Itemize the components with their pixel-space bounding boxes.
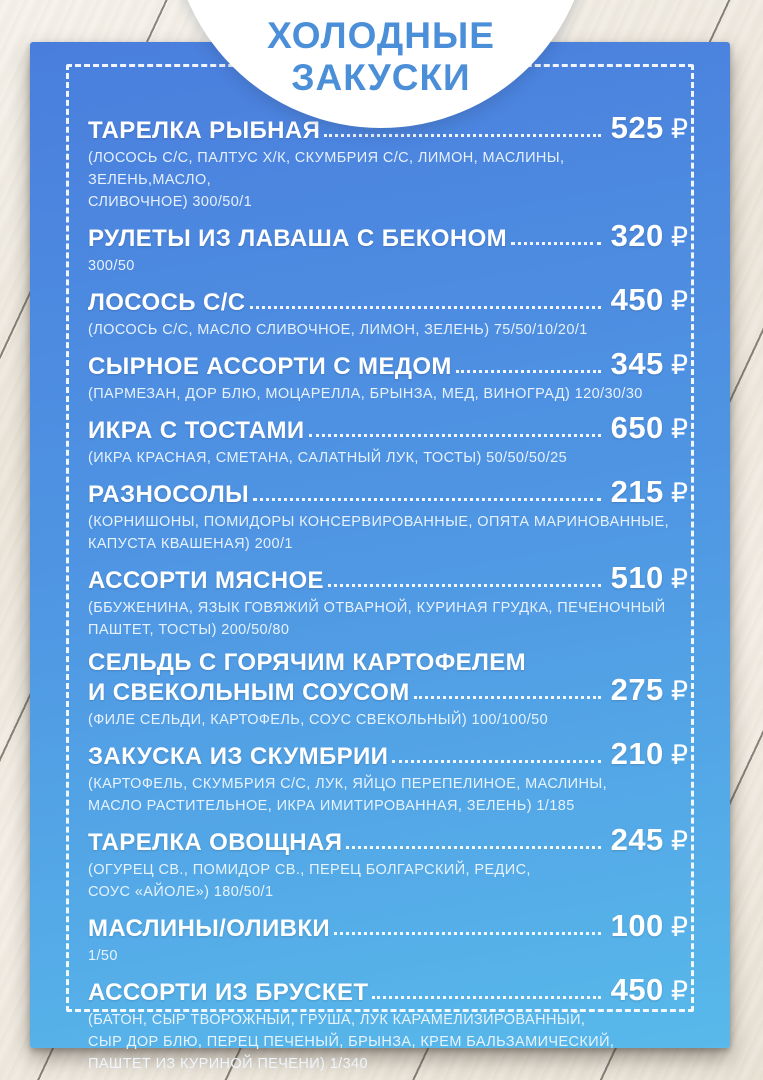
ruble-sign: ₽	[670, 564, 688, 594]
item-price: 320	[610, 218, 664, 253]
item-description	[88, 447, 688, 469]
item-description-line: (КАРТОФЕЛЬ, СКУМБРИЯ С/С, ЛУК, ЯЙЦО ПЕРЕПЕЛИНОЕ, МАСЛИНЫ,	[88, 776, 608, 792]
item-description-line: ПАШТЕТ ИЗ КУРИНОЙ ПЕЧЕНИ) 1/340	[88, 1056, 368, 1072]
item-description	[88, 859, 688, 903]
item-name: МАСЛИНЫ/ОЛИВКИ	[88, 915, 331, 942]
item-description	[88, 709, 688, 731]
ruble-sign: ₽	[670, 222, 688, 252]
dotted-leader	[414, 696, 601, 699]
item-description	[88, 597, 688, 641]
dotted-leader	[346, 846, 600, 849]
item-description-line: МАСЛО РАСТИТЕЛЬНОЕ, ИКРА ИМИТИРОВАННАЯ, ЗЕЛЕНЬ) 1/185	[88, 798, 575, 814]
dotted-leader	[328, 584, 601, 587]
item-description-line: СОУС «АЙОЛЕ») 180/50/1	[88, 884, 274, 900]
item-description-line: КАПУСТА КВАШЕНАЯ) 200/1	[88, 536, 293, 552]
item-description	[88, 147, 688, 213]
item-name: ИКРА С ТОСТАМИ	[88, 417, 305, 444]
item-price: 215	[610, 474, 664, 509]
item-description-line: СЛИВОЧНОЕ) 300/50/1	[88, 194, 253, 210]
ruble-sign: ₽	[670, 350, 688, 380]
item-name: СЫРНОЕ АССОРТИ С МЕДОМ	[88, 353, 452, 380]
item-name: АССОРТИ МЯСНОЕ	[88, 567, 324, 594]
item-name-line: СЕЛЬДЬ С ГОРЯЧИМ КАРТОФЕЛЕМ	[88, 649, 527, 676]
item-description	[88, 319, 688, 341]
item-description	[88, 511, 688, 555]
menu-item	[88, 908, 688, 967]
menu-item	[88, 346, 688, 405]
menu-title	[221, 15, 541, 99]
item-price: 345	[610, 346, 664, 381]
dotted-leader	[456, 370, 601, 373]
item-name: РУЛЕТЫ ИЗ ЛАВАША С БЕКОНОМ	[88, 225, 508, 252]
item-description-line: (БАТОН, СЫР ТВОРОЖНЫЙ, ГРУША, ЛУК КАРАМЕЛИЗИРОВАННЫЙ,	[88, 1012, 586, 1028]
menu-item	[88, 650, 688, 731]
ruble-sign: ₽	[670, 114, 688, 144]
item-description-line: (ЛОСОСЬ С/С, ПАЛТУС Х/К, СКУМБРИЯ С/С, ЛИМОН, МАСЛИНЫ, ЗЕЛЕНЬ,МАСЛО,	[88, 150, 565, 188]
dotted-leader	[334, 932, 601, 935]
menu-items-list	[88, 110, 688, 1075]
item-price: 510	[610, 560, 664, 595]
item-price: 650	[610, 410, 664, 445]
item-price: 275	[610, 672, 664, 707]
item-description-line: ПАШТЕТ, ТОСТЫ) 200/50/80	[88, 622, 290, 638]
item-price: 450	[610, 282, 664, 317]
ruble-sign: ₽	[670, 676, 688, 706]
item-description-line: (ЛОСОСЬ С/С, МАСЛО СЛИВОЧНОЕ, ЛИМОН, ЗЕЛЕНЬ) 75/50/10/20/1	[88, 322, 588, 338]
menu-item	[88, 560, 688, 641]
item-description-line: 300/50	[88, 258, 135, 274]
dotted-leader	[324, 134, 600, 137]
item-description-line: (КОРНИШОНЫ, ПОМИДОРЫ КОНСЕРВИРОВАННЫЕ, ОПЯТА МАРИНОВАННЫЕ,	[88, 514, 670, 530]
dotted-leader	[392, 760, 600, 763]
item-name: ЛОСОСЬ С/С	[88, 289, 246, 316]
item-name: ЗАКУСКА ИЗ СКУМБРИИ	[88, 743, 389, 770]
item-price: 210	[610, 736, 664, 771]
ruble-sign: ₽	[670, 478, 688, 508]
item-description-line: СЫР ДОР БЛЮ, ПЕРЕЦ ПЕЧЕНЫЙ, БРЫНЗА, КРЕМ БАЛЬЗАМИЧЕСКИЙ,	[88, 1034, 615, 1050]
item-price: 450	[610, 972, 664, 1007]
item-description-line: 1/50	[88, 948, 118, 964]
dotted-leader	[372, 996, 600, 999]
menu-title-line2: ЗАКУСКИ	[291, 57, 471, 98]
item-description-line: (ОГУРЕЦ СВ., ПОМИДОР СВ., ПЕРЕЦ БОЛГАРСКИЙ, РЕДИС,	[88, 862, 531, 878]
item-description-line: (ПАРМЕЗАН, ДОР БЛЮ, МОЦАРЕЛЛА, БРЫНЗА, МЕД, ВИНОГРАД) 120/30/30	[88, 386, 643, 402]
menu-item	[88, 282, 688, 341]
dotted-leader	[511, 242, 601, 245]
item-name: ТАРЕЛКА ОВОЩНАЯ	[88, 829, 343, 856]
item-description	[88, 255, 688, 277]
item-description-line: (ББУЖЕНИНА, ЯЗЫК ГОВЯЖИЙ ОТВАРНОЙ, КУРИНАЯ ГРУДКА, ПЕЧЕНОЧНЫЙ	[88, 600, 666, 616]
menu-title-line1: ХОЛОДНЫЕ	[267, 15, 495, 56]
item-description-line: (ФИЛЕ СЕЛЬДИ, КАРТОФЕЛЬ, СОУС СВЕКОЛЬНЫЙ) 100/100/50	[88, 712, 549, 728]
item-price: 525	[610, 110, 664, 145]
ruble-sign: ₽	[670, 740, 688, 770]
dotted-leader	[250, 306, 601, 309]
item-name: АССОРТИ ИЗ БРУСКЕТ	[88, 979, 369, 1006]
dotted-leader	[309, 434, 601, 437]
ruble-sign: ₽	[670, 912, 688, 942]
ruble-sign: ₽	[670, 286, 688, 316]
item-price: 245	[610, 822, 664, 857]
item-name: РАЗНОСОЛЫ	[88, 481, 250, 508]
menu-item	[88, 972, 688, 1075]
ruble-sign: ₽	[670, 826, 688, 856]
menu-item	[88, 410, 688, 469]
menu-item	[88, 736, 688, 817]
item-description-line: (ИКРА КРАСНАЯ, СМЕТАНА, САЛАТНЫЙ ЛУК, ТОСТЫ) 50/50/50/25	[88, 450, 568, 466]
dotted-leader	[253, 498, 601, 501]
menu-item	[88, 822, 688, 903]
item-description	[88, 1009, 688, 1075]
menu-item	[88, 474, 688, 555]
item-price: 100	[610, 908, 664, 943]
item-description	[88, 945, 688, 967]
ruble-sign: ₽	[670, 414, 688, 444]
item-description	[88, 773, 688, 817]
item-description	[88, 383, 688, 405]
item-name: И СВЕКОЛЬНЫМ СОУСОМ	[88, 679, 410, 706]
menu-item	[88, 110, 688, 213]
menu-item	[88, 218, 688, 277]
ruble-sign: ₽	[670, 976, 688, 1006]
item-name: ТАРЕЛКА РЫБНАЯ	[88, 117, 321, 144]
